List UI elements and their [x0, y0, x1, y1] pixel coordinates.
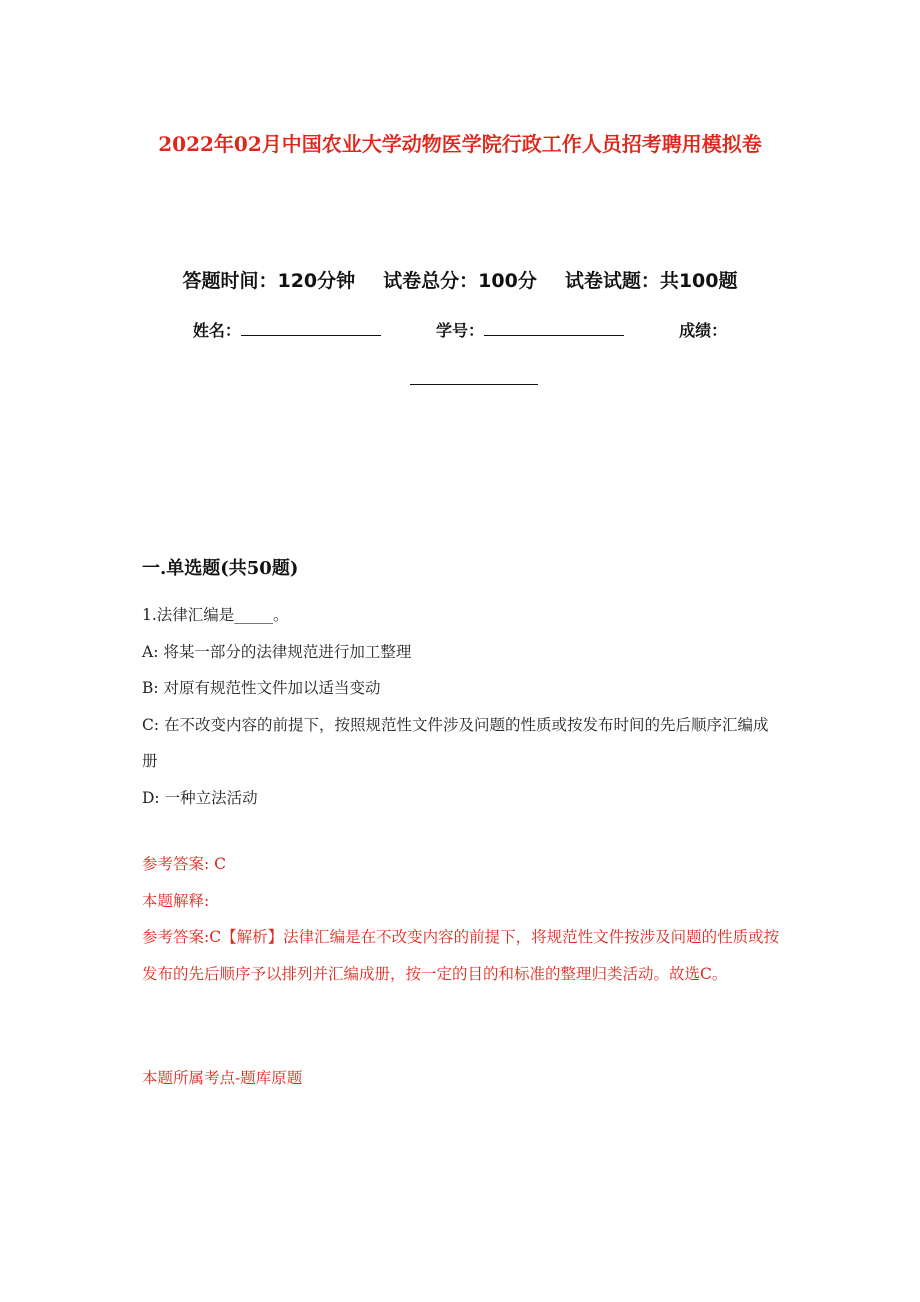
- exam-title: 2022年02月中国农业大学动物医学院行政工作人员招考聘用模拟卷: [158, 132, 762, 156]
- option-b: B: 对原有规范性文件加以适当变动: [142, 679, 381, 697]
- question-stem: 1.法律汇编是_____。: [142, 606, 289, 624]
- explanation-label: 本题解释:: [142, 891, 210, 910]
- score-blank: [410, 374, 538, 385]
- exam-total-score: 试卷总分：100分: [383, 270, 537, 292]
- candidate-info-row: [0, 318, 920, 341]
- student-id-label: 学号：: [435, 321, 484, 340]
- score-field: [679, 318, 727, 341]
- explanation-text: 参考答案:C【解析】法律汇编是在不改变内容的前提下，将规范性文件按涉及问题的性质或按发布的先后顺序予以排列并汇编成册，按一定的目的和标准的整理归类活动。故选C。: [142, 928, 780, 983]
- name-blank: [241, 321, 381, 336]
- answer-block: [142, 846, 782, 992]
- name-field: [193, 318, 381, 341]
- option-c: C: 在不改变内容的前提下，按照规范性文件涉及问题的性质或按发布时间的先后顺序汇编成册: [142, 715, 769, 770]
- topic-note: 本题所属考点-题库原题: [142, 1069, 303, 1087]
- name-label: 姓名：: [192, 321, 241, 340]
- question-block: [142, 597, 782, 816]
- exam-meta-row: [0, 266, 920, 293]
- option-a: A: 将某一部分的法律规范进行加工整理: [142, 642, 412, 661]
- exam-question-count: 试卷试题：共100题: [564, 270, 738, 292]
- option-d: D: 一种立法活动: [142, 788, 258, 807]
- student-id-blank: [484, 321, 624, 336]
- reference-answer: 参考答案: C: [142, 855, 227, 873]
- student-id-field: [436, 318, 624, 341]
- score-label: 成绩：: [679, 321, 728, 340]
- exam-time: 答题时间：120分钟: [182, 270, 356, 292]
- section-heading: 一.单选题(共50题): [142, 558, 299, 579]
